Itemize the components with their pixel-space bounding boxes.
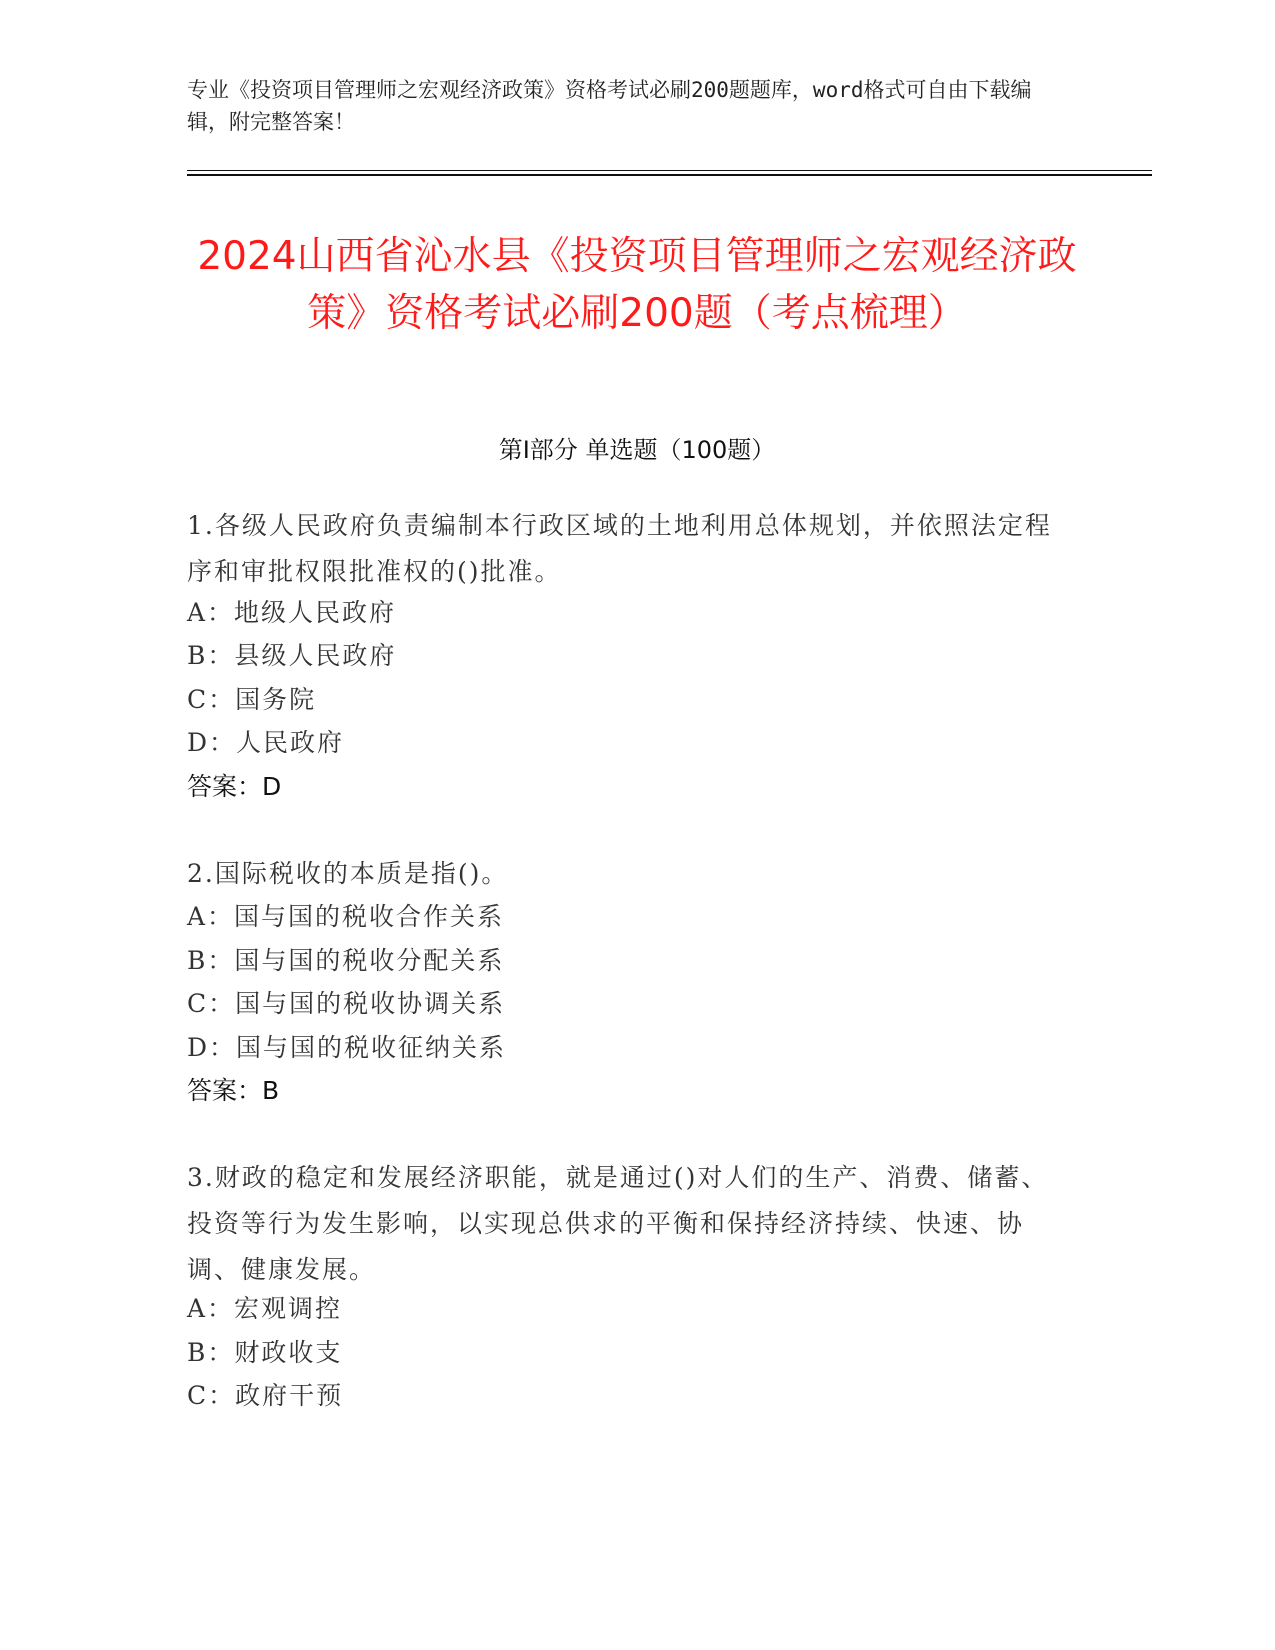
question-option: B：国与国的税收分配关系 bbox=[187, 946, 505, 975]
question-option: A：宏观调控 bbox=[187, 1294, 343, 1323]
header-divider-thin bbox=[187, 170, 1152, 171]
question-option: D：国与国的税收征纳关系 bbox=[187, 1033, 507, 1062]
question-stem: 1.各级人民政府负责编制本行政区域的土地利用总体规划，并依照法定程序和审批权限批准权的()批准。 bbox=[187, 511, 1052, 586]
question-answer: 答案：B bbox=[187, 1076, 280, 1105]
header-divider-thick bbox=[187, 174, 1152, 176]
document-title: 2024山西省沁水县《投资项目管理师之宏观经济政策》资格考试必刷200题（考点梳理） bbox=[197, 234, 1077, 336]
question-option: A：地级人民政府 bbox=[187, 598, 397, 627]
question-stem: 3.财政的稳定和发展经济职能，就是通过()对人们的生产、消费、储蓄、投资等行为发生影响，以实现总供求的平衡和保持经济持续、快速、协调、健康发展。 bbox=[187, 1163, 1049, 1284]
question-option: A：国与国的税收合作关系 bbox=[187, 902, 505, 931]
question-option: C：国务院 bbox=[187, 685, 317, 714]
question-stem: 2.国际税收的本质是指()。 bbox=[187, 859, 509, 888]
question-option: D：人民政府 bbox=[187, 728, 345, 757]
question-answer: 答案：D bbox=[187, 772, 282, 801]
question-option: C：政府干预 bbox=[187, 1381, 344, 1410]
question-option: B：县级人民政府 bbox=[187, 641, 397, 670]
section-title: 第Ⅰ部分 单选题（100题） bbox=[498, 436, 776, 464]
header-note: 专业《投资项目管理师之宏观经济政策》资格考试必刷200题题库，word格式可自由下载编辑，附完整答案！ bbox=[187, 78, 1032, 134]
question-option: B：财政收支 bbox=[187, 1338, 343, 1367]
question-option: C：国与国的税收协调关系 bbox=[187, 989, 506, 1018]
